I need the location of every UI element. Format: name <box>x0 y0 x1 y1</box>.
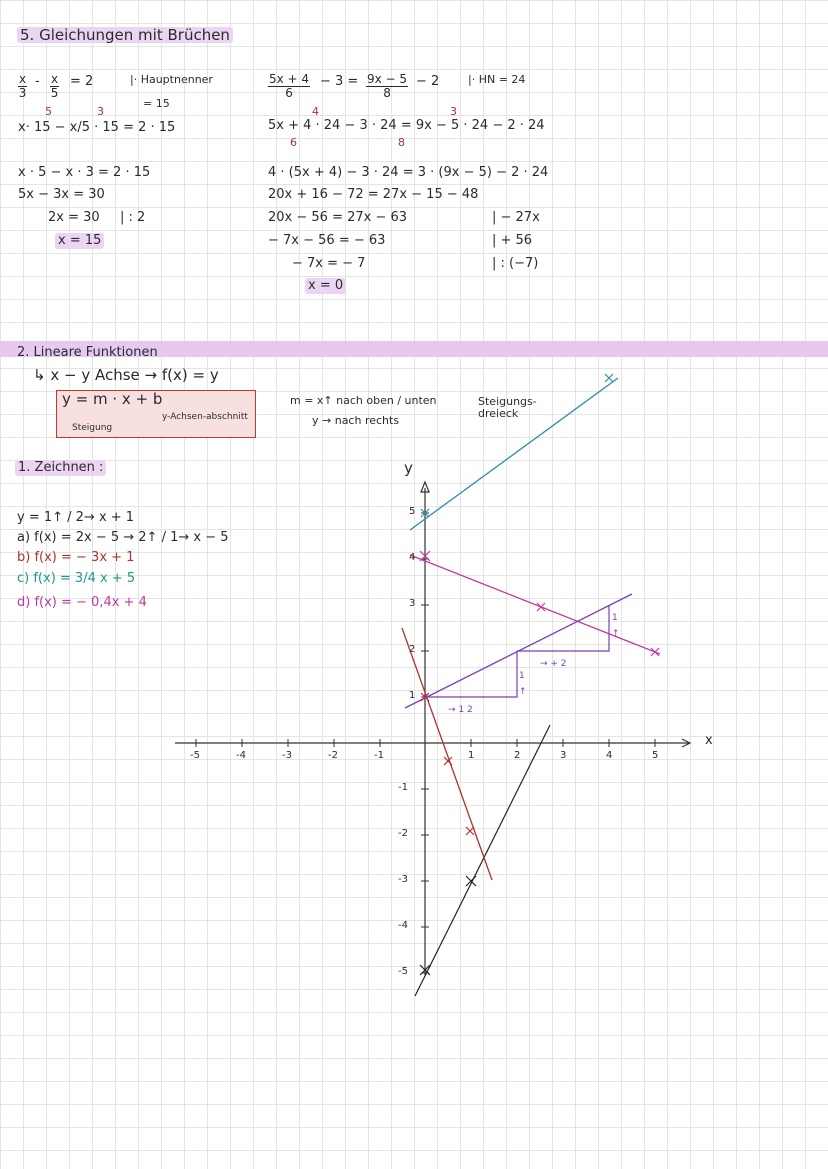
x-tick: -2 <box>328 750 338 761</box>
ex2-step2: 20x + 16 − 72 = 27x − 15 − 48 <box>268 187 479 202</box>
generic-formula: y = 1↑ / 2→ x + 1 <box>17 510 135 525</box>
ex2-frac-a-den: 6 <box>285 86 293 100</box>
m-label: Steigung <box>72 423 113 433</box>
ex1-frac-a-num: x <box>19 72 27 86</box>
x-tick: -4 <box>236 750 246 761</box>
ex2-step1: 4 · (5x + 4) − 3 · 24 = 3 · (9x − 5) − 2 · 24 <box>268 165 549 180</box>
y-tick: -3 <box>398 874 408 885</box>
line-a <box>415 725 550 996</box>
y-tick: -1 <box>398 782 408 793</box>
ex2-mul-line: 5x + 4 · 24 − 3 · 24 = 9x − 5 · 24 − 2 · 24 <box>268 118 545 133</box>
ex1-rhs: = 2 <box>70 74 94 89</box>
x-tick: -1 <box>374 750 384 761</box>
y-tick: 3 <box>409 598 416 609</box>
x-tick: 2 <box>514 750 521 761</box>
y-tick: 5 <box>409 506 416 517</box>
point-markers <box>420 374 659 975</box>
ex1-step2: 5x − 3x = 30 <box>18 187 105 202</box>
y-tick: 4 <box>409 552 416 563</box>
func-b: b) f(x) = − 3x + 1 <box>17 550 135 565</box>
section5-title: 5. Gleichungen mit Brüchen <box>17 27 233 43</box>
x-axis-label: x <box>705 733 713 748</box>
ex1-result: x = 15 <box>55 233 104 249</box>
ex1-mul-pre2: 3 <box>97 105 104 118</box>
line-c <box>410 378 618 530</box>
m-def3: Steigungs-dreieck <box>478 395 537 420</box>
ex1-mul-line: x· 15 − x/5 · 15 = 2 · 15 <box>18 120 176 135</box>
ex2-step4-op: | + 56 <box>492 233 533 248</box>
ex2-frac-b-den: 8 <box>383 86 391 100</box>
section2-axis-note: ↳ x − y Achse → f(x) = y <box>33 366 219 384</box>
ex1-step3-op: | : 2 <box>120 210 146 225</box>
y-tick: -5 <box>398 966 408 977</box>
ex2-tail: − 2 <box>416 74 440 89</box>
y-tick: -2 <box>398 828 408 839</box>
func-d: d) f(x) = − 0,4x + 4 <box>17 595 147 610</box>
ex2-step4: − 7x − 56 = − 63 <box>268 233 386 248</box>
x-tick: 1 <box>468 750 475 761</box>
ex1-frac-b-num: x <box>51 72 59 86</box>
tri2-run: → + 2 <box>540 659 567 669</box>
ex2-mul-den-b: 8 <box>398 136 405 149</box>
ex2-mid: − 3 = <box>320 74 359 89</box>
ex1-note: |· Hauptnenner <box>130 73 213 86</box>
section2-title: 2. Lineare Funktionen <box>17 345 158 360</box>
formula: y = m · x + b <box>62 390 163 408</box>
ex1-frac-b-den: 5 <box>50 86 59 100</box>
ex1-mul-pre: 5 <box>45 105 52 118</box>
func-a: a) f(x) = 2x − 5 → 2↑ / 1→ x − 5 <box>17 530 229 545</box>
x-tick: 4 <box>606 750 613 761</box>
ex2-mul-den-a: 6 <box>290 136 297 149</box>
ex1-minus: - <box>35 74 40 89</box>
ex2-result: x = 0 <box>305 278 346 294</box>
ex2-frac-b-num: 9x − 5 <box>367 72 408 86</box>
m-def2: y → nach rechts <box>312 414 400 427</box>
slope-triangle-1 <box>425 651 517 697</box>
y-tick: -4 <box>398 920 408 931</box>
x-tick: -3 <box>282 750 292 761</box>
ex1-hn: = 15 <box>143 97 170 110</box>
x-tick: 3 <box>560 750 567 761</box>
tri1-run: → 1 2 <box>448 705 473 715</box>
draw-title: 1. Zeichnen : <box>15 460 106 476</box>
x-tick: -5 <box>190 750 200 761</box>
ex1-step1: x · 5 − x · 3 = 2 · 15 <box>18 165 151 180</box>
tri2-rise: 1 ↑ <box>612 613 620 639</box>
line-b <box>402 628 492 880</box>
ex1-frac-a-den: 3 <box>18 86 27 100</box>
ex1-step3: 2x = 30 <box>48 210 100 225</box>
ex2-step5-op: | : (−7) <box>492 256 539 271</box>
y-tick: 1 <box>409 690 416 701</box>
ex2-step3: 20x − 56 = 27x − 63 <box>268 210 408 225</box>
ex2-mul-top-a: 4 <box>312 105 319 118</box>
x-tick: 5 <box>652 750 659 761</box>
ex2-step3-op: | − 27x <box>492 210 540 225</box>
tri1-rise: 1 ↑ <box>519 671 527 697</box>
ex2-note: |· HN = 24 <box>468 73 526 86</box>
b-label: y-Achsen-abschnitt <box>162 412 248 422</box>
ex2-frac-a-num: 5x + 4 <box>269 72 310 86</box>
ex2-mul-top-b: 3 <box>450 105 457 118</box>
ex2-step5: − 7x = − 7 <box>292 256 366 271</box>
m-def: m = x↑ nach oben / unten <box>290 394 437 407</box>
ex1-mul-line-text: · 15 − x/5 · 15 = 2 · 15 <box>25 120 176 135</box>
y-axis-label: y <box>404 459 413 477</box>
y-tick: 2 <box>409 644 416 655</box>
func-c: c) f(x) = 3/4 x + 5 <box>17 571 136 586</box>
